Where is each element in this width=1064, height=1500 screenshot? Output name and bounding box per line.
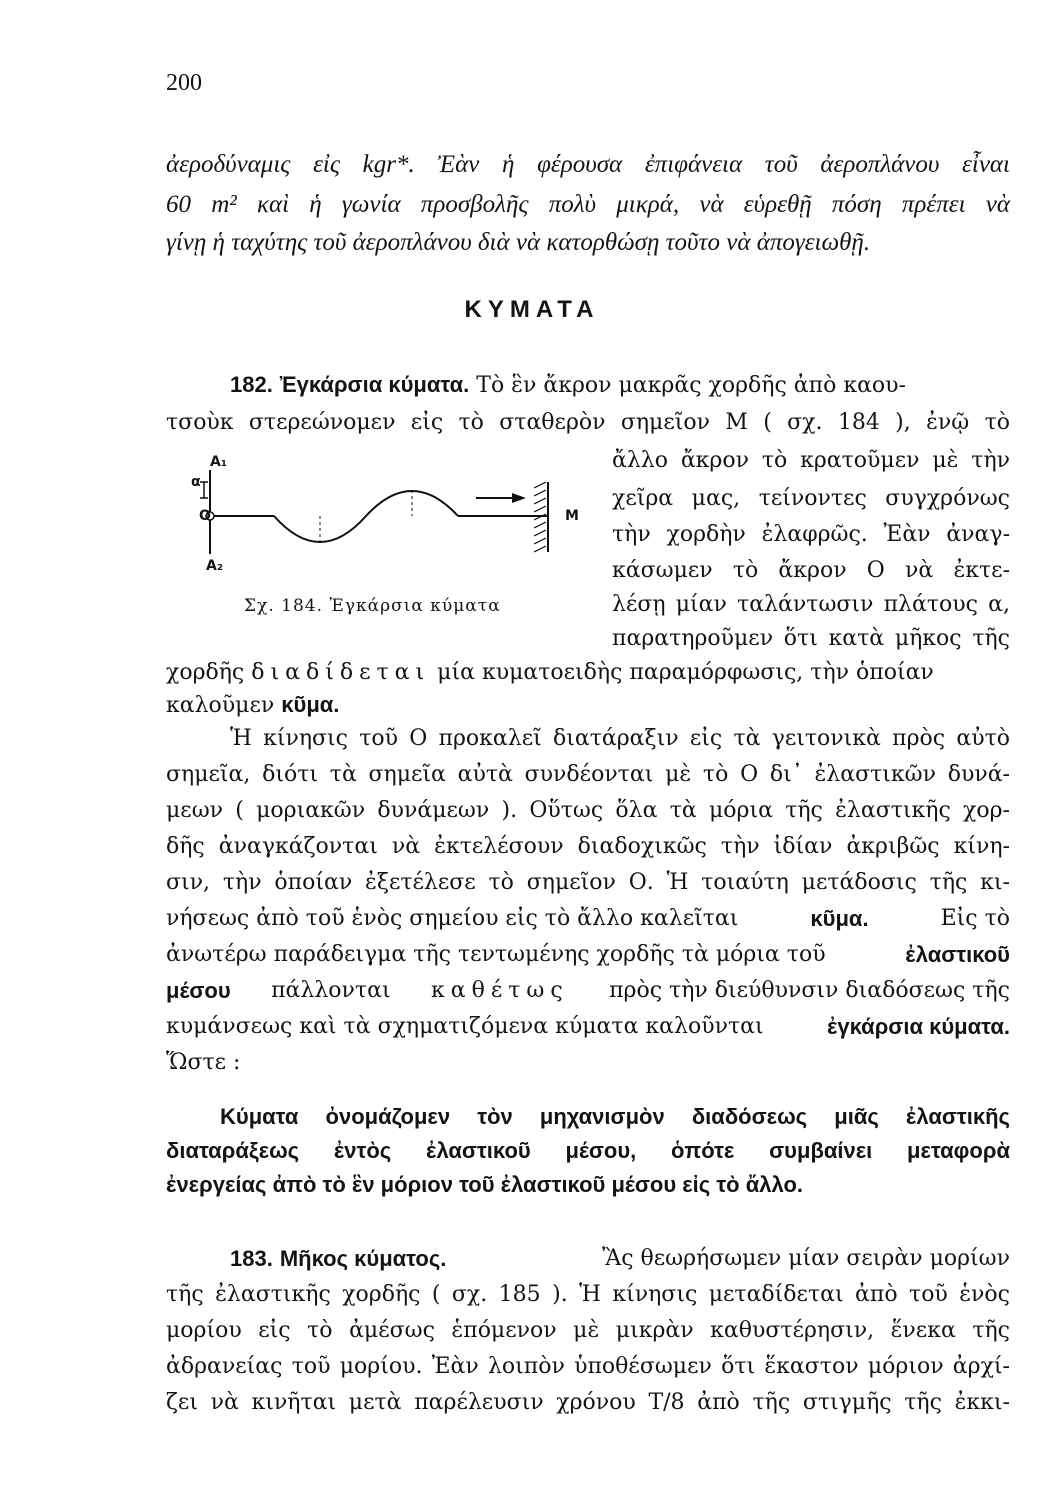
section-183-title: Μῆκος κύματος. (279, 1246, 447, 1271)
arrow-head-icon (512, 493, 526, 503)
wrap-line-2: χεῖρα μας, τείνοντες συγχρόνως (612, 486, 1010, 511)
line10-start: καλοῦμεν (166, 693, 275, 718)
label-m: M (565, 508, 579, 524)
section-182-heading-line (230, 370, 1010, 401)
wrap-line-6: παρατηροῦμεν ὅτι κατὰ μῆκος τῆς (612, 626, 1010, 651)
line9-end: μία κυματοειδὴς παραμόρφωσις, τὴν ὁποίαν (437, 660, 934, 685)
section-183-number: 183. (230, 1246, 273, 1271)
section-182-line1-rest: Τὸ ἓν ἄκρον μακρᾶς χορδῆς ἀπὸ καου- (476, 373, 906, 398)
p2-line6-bold: κῦμα. (810, 906, 869, 931)
p2-line8-bold: μέσου (166, 978, 231, 1003)
p2-line8-spaced: καθέτως (430, 978, 569, 1003)
label-o: O (199, 508, 211, 524)
intro-line-3: γίνῃ ἡ ταχύτης τοῦ ἀεροπλάνου διὰ νὰ κατορθώσῃ τοῦτο νὰ ἀπογειωθῇ. (166, 229, 871, 256)
line9-spaced-word: διαδίδεται (251, 660, 431, 685)
p2-line6-end: Εἰς τὸ (940, 906, 1010, 931)
section-183-line-5: ζει νὰ κινῆται μετὰ παρέλευσιν χρόνου Τ/8 ἀπὸ τῆς στιγμῆς τῆς ἐκκι- (166, 1390, 1010, 1415)
definition-line-1: Κύματα ὀνομάζομεν τὸν μηχανισμὸν διαδόσεως μιᾶς ἐλαστικῆς (220, 1104, 1010, 1129)
label-alpha: α (191, 474, 201, 490)
section-183-line-3: μορίου εἰς τὸ ἀμέσως ἑπόμενον μὲ μικρὰν καθυστέρησιν, ἕνεκα τῆς (166, 1318, 1010, 1343)
section-183-heading-line (230, 1244, 1010, 1275)
section-182-line-2: τσοὺκ στερεώνομεν εἰς τὸ σταθερὸν σημεῖον Μ ( σχ. 184 ), ἐνῷ τὸ (166, 410, 1010, 435)
wrap-line-1: ἄλλο ἄκρον τὸ κρατοῦμεν μὲ τὴν (612, 448, 1010, 473)
section-183-line1-rest: Ἂς θεωρήσωμεν μίαν σειρὰν μορίων (602, 1246, 1010, 1271)
p2-line-5: σιν, τὴν ὁποίαν ἐξετέλεσε τὸ σημεῖον Ο. Ἡ τοιαύτη μετάδοσις τῆς κι- (166, 870, 1010, 895)
definition-line-3: ἐνεργείας ἀπὸ τὸ ἓν μόριον τοῦ ἐλαστικοῦ μέσου εἰς τὸ ἄλλο. (166, 1172, 803, 1197)
section-182-number: 182. (230, 372, 273, 397)
p2-line-3: μεων ( μοριακῶν δυνάμεων ). Οὕτως ὅλα τὰ μόρια τῆς ἐλαστικῆς χορ- (166, 798, 1010, 823)
p2-line-10: Ὥστε : (166, 1050, 241, 1075)
p2-line-2: σημεῖα, διότι τὰ σημεῖα αὐτὰ συνδέονται μὲ τὸ Ο δι᾿ ἐλαστικῶν δυνά- (166, 762, 1010, 787)
wave-shape (274, 491, 458, 542)
p2-line9-start: κυμάνσεως καὶ τὰ σχηματιζόμενα κύματα καλοῦνται (166, 1014, 764, 1039)
wrap-line-3: τὴν χορδὴν ἐλαφρῶς. Ἐὰν ἀναγ- (612, 522, 1010, 547)
label-a1: A₁ (210, 454, 227, 470)
figure-184-caption: Σχ. 184. Ἐγκάρσια κύματα (244, 596, 501, 616)
p2-line-4: δῆς ἀναγκάζονται νὰ ἐκτελέσουν διαδοχικῶς τὴν ἰδίαν ἀκριβῶς κίνη- (166, 834, 1010, 859)
label-a2: A₂ (206, 558, 223, 574)
p2-line-1: Ἡ κίνησις τοῦ Ο προκαλεῖ διατάραξιν εἰς τὰ γειτονικὰ πρὸς αὐτὸ (230, 726, 1010, 751)
p2-line-6 (166, 904, 1010, 934)
p2-line8-end: πρὸς τὴν διεύθυνσιν διαδόσεως τῆς (609, 978, 1010, 1003)
line9-start: χορδῆς (166, 660, 245, 685)
figure-184-transverse-wave (190, 452, 590, 587)
wrap-line-4: κάσωμεν τὸ ἄκρον Ο νὰ ἐκτε- (612, 558, 1010, 583)
p2-line7-start: ἀνωτέρω παράδειγμα τῆς τεντωμένης χορδῆς τὰ μόρια τοῦ (166, 942, 826, 967)
section-182-line-10 (166, 690, 339, 721)
p2-line8-word: πάλλονται (271, 978, 391, 1003)
p2-line7-bold: ἐλαστικοῦ (905, 942, 1010, 967)
page-number: 200 (166, 70, 202, 96)
section-182-line-9 (166, 658, 1010, 688)
section-183-line-2: τῆς ἐλαστικῆς χορδῆς ( σχ. 185 ). Ἡ κίνησις μεταδίδεται ἀπὸ τοῦ ἑνὸς (166, 1282, 1010, 1307)
p2-line-8 (166, 976, 1010, 1006)
definition-line-2: διαταράξεως ἐντὸς ἐλαστικοῦ μέσου, ὁπότε συμβαίνει μεταφορὰ (166, 1138, 1010, 1163)
p2-line-7 (166, 940, 1010, 970)
chapter-title: ΚΥΜΑΤΑ (464, 296, 600, 323)
section-183-line-4: ἀδρανείας τοῦ μορίου. Ἐὰν λοιπὸν ὑποθέσωμεν ὅτι ἕκαστον μόριον ἀρχί- (166, 1354, 1010, 1379)
wrap-line-5: λέσῃ μίαν ταλάντωσιν πλάτους α, (612, 592, 1010, 617)
p2-line9-bold: ἐγκάρσια κύματα. (826, 1014, 1010, 1039)
p2-line-9 (166, 1012, 1010, 1042)
p2-line6-start: νήσεως ἀπὸ τοῦ ἑνὸς σημείου εἰς τὸ ἄλλο καλεῖται (166, 906, 739, 931)
term-wave-bold: κῦμα. (281, 692, 340, 717)
intro-line-2: 60 m² καὶ ἡ γωνία προσβολῆς πολὺ μικρά, νὰ εὑρεθῇ πόση πρέπει νὰ (166, 191, 1010, 218)
intro-line-1: ἀεροδύναμις εἰς kgr*. Ἐὰν ἡ φέρουσα ἐπιφάνεια τοῦ ἀεροπλάνου εἶναι (166, 151, 1010, 178)
section-182-title: Ἐγκάρσια κύματα. (279, 372, 470, 397)
